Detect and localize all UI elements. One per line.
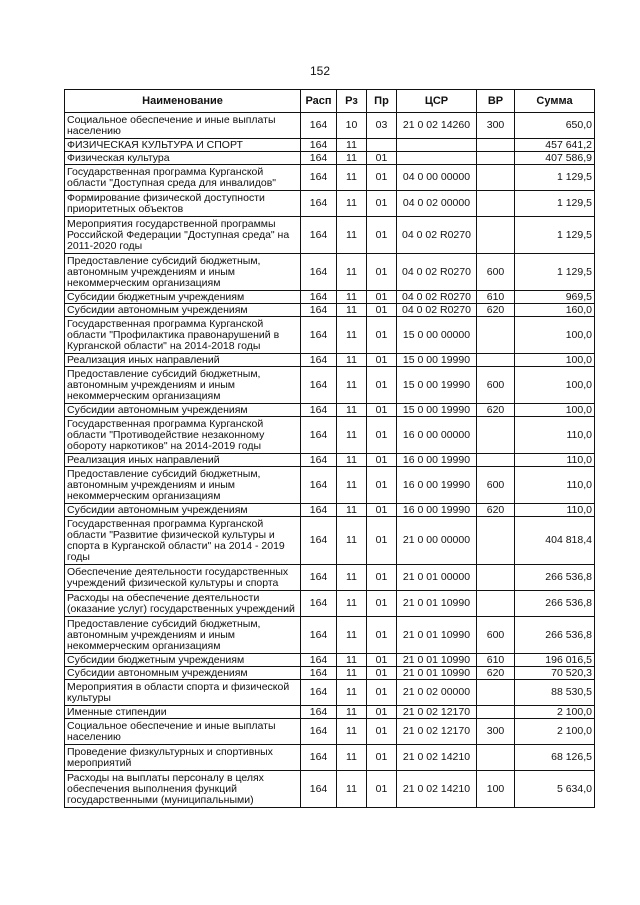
cell-vr	[477, 454, 515, 467]
cell-rasp: 164	[301, 454, 337, 467]
cell-sum: 407 586,9	[515, 152, 595, 165]
header-name: Наименование	[65, 90, 301, 113]
cell-rz: 11	[337, 304, 367, 317]
cell-sum: 1 129,5	[515, 254, 595, 291]
cell-vr: 600	[477, 467, 515, 504]
cell-csr: 04 0 00 00000	[397, 165, 477, 191]
cell-pr: 01	[367, 517, 397, 565]
table-row	[65, 591, 595, 617]
cell-pr	[367, 139, 397, 152]
cell-name: Предоставление субсидий бюджетным, автономным учреждениям и иным некоммерческим организациям	[65, 617, 301, 654]
cell-rz: 11	[337, 680, 367, 706]
cell-vr	[477, 706, 515, 719]
cell-sum: 110,0	[515, 454, 595, 467]
cell-name: Реализация иных направлений	[65, 354, 301, 367]
cell-rasp: 164	[301, 417, 337, 454]
cell-csr: 21 0 01 10990	[397, 654, 477, 667]
cell-sum: 266 536,8	[515, 617, 595, 654]
cell-csr: 21 0 02 12170	[397, 719, 477, 745]
cell-sum: 969,5	[515, 291, 595, 304]
table-row	[65, 517, 595, 565]
cell-name: Предоставление субсидий бюджетным, автономным учреждениям и иным некоммерческим организациям	[65, 367, 301, 404]
cell-pr: 01	[367, 667, 397, 680]
cell-rz: 11	[337, 291, 367, 304]
cell-rz: 11	[337, 467, 367, 504]
cell-vr	[477, 317, 515, 354]
cell-sum: 1 129,5	[515, 165, 595, 191]
cell-rasp: 164	[301, 113, 337, 139]
table-row	[65, 504, 595, 517]
header-vr: ВР	[477, 90, 515, 113]
cell-name: Субсидии бюджетным учреждениям	[65, 654, 301, 667]
cell-name: Мероприятия в области спорта и физической культуры	[65, 680, 301, 706]
cell-name: Формирование физической доступности приоритетных объектов	[65, 191, 301, 217]
cell-name: Социальное обеспечение и иные выплаты населению	[65, 113, 301, 139]
cell-rasp: 164	[301, 317, 337, 354]
cell-csr: 16 0 00 19990	[397, 504, 477, 517]
cell-pr: 01	[367, 165, 397, 191]
cell-csr: 21 0 02 14210	[397, 745, 477, 771]
cell-vr	[477, 517, 515, 565]
cell-pr: 01	[367, 745, 397, 771]
cell-pr: 01	[367, 404, 397, 417]
cell-sum: 100,0	[515, 317, 595, 354]
cell-sum: 404 818,4	[515, 517, 595, 565]
cell-name: Государственная программа Курганской области "Развитие физической культуры и спорта в Курганской области" на 2014 - 2019 годы	[65, 517, 301, 565]
table-row	[65, 165, 595, 191]
cell-csr: 15 0 00 00000	[397, 317, 477, 354]
header-sum: Сумма	[515, 90, 595, 113]
cell-pr: 01	[367, 317, 397, 354]
cell-rz: 11	[337, 367, 367, 404]
cell-pr: 01	[367, 565, 397, 591]
cell-rz: 10	[337, 113, 367, 139]
cell-name: Предоставление субсидий бюджетным, автономным учреждениям и иным некоммерческим организациям	[65, 254, 301, 291]
cell-csr: 21 0 01 00000	[397, 565, 477, 591]
cell-csr: 04 0 02 00000	[397, 191, 477, 217]
table-row	[65, 680, 595, 706]
cell-rasp: 164	[301, 504, 337, 517]
cell-vr: 620	[477, 667, 515, 680]
cell-name: Именные стипендии	[65, 706, 301, 719]
cell-rz: 11	[337, 565, 367, 591]
cell-sum: 100,0	[515, 367, 595, 404]
cell-vr	[477, 152, 515, 165]
cell-name: Субсидии автономным учреждениям	[65, 404, 301, 417]
cell-sum: 266 536,8	[515, 565, 595, 591]
cell-vr: 100	[477, 771, 515, 808]
cell-vr	[477, 680, 515, 706]
cell-rz: 11	[337, 191, 367, 217]
cell-name: Государственная программа Курганской области "Профилактика правонарушений в Курганской области" на 2014-2018 годы	[65, 317, 301, 354]
cell-csr: 15 0 00 19990	[397, 367, 477, 404]
cell-rz: 11	[337, 139, 367, 152]
cell-csr: 21 0 01 10990	[397, 591, 477, 617]
cell-sum: 650,0	[515, 113, 595, 139]
cell-rz: 11	[337, 254, 367, 291]
cell-name: Мероприятия государственной программы Российской Федерации "Доступная среда" на 2011-2020 годы	[65, 217, 301, 254]
table-row	[65, 367, 595, 404]
cell-rasp: 164	[301, 680, 337, 706]
cell-csr: 21 0 01 10990	[397, 667, 477, 680]
cell-vr: 610	[477, 291, 515, 304]
header-csr: ЦСР	[397, 90, 477, 113]
table-row	[65, 254, 595, 291]
cell-pr: 01	[367, 654, 397, 667]
cell-vr	[477, 165, 515, 191]
cell-vr	[477, 217, 515, 254]
cell-sum: 1 129,5	[515, 191, 595, 217]
cell-rasp: 164	[301, 217, 337, 254]
cell-pr: 03	[367, 113, 397, 139]
cell-name: Субсидии бюджетным учреждениям	[65, 291, 301, 304]
cell-pr: 01	[367, 454, 397, 467]
header-pr: Пр	[367, 90, 397, 113]
cell-name: Субсидии автономным учреждениям	[65, 667, 301, 680]
cell-rz: 11	[337, 417, 367, 454]
cell-pr: 01	[367, 217, 397, 254]
page-number: 152	[309, 64, 331, 78]
table-row	[65, 467, 595, 504]
cell-pr: 01	[367, 719, 397, 745]
cell-rasp: 164	[301, 354, 337, 367]
table-row	[65, 354, 595, 367]
cell-vr	[477, 745, 515, 771]
cell-rasp: 164	[301, 517, 337, 565]
cell-vr	[477, 591, 515, 617]
cell-name: Субсидии автономным учреждениям	[65, 504, 301, 517]
cell-rz: 11	[337, 706, 367, 719]
cell-rz: 11	[337, 667, 367, 680]
cell-sum: 70 520,3	[515, 667, 595, 680]
cell-vr: 620	[477, 304, 515, 317]
cell-sum: 110,0	[515, 504, 595, 517]
table-row	[65, 565, 595, 591]
table-row	[65, 617, 595, 654]
table-row	[65, 304, 595, 317]
cell-rasp: 164	[301, 706, 337, 719]
cell-vr: 300	[477, 719, 515, 745]
cell-csr: 21 0 02 14260	[397, 113, 477, 139]
table-row	[65, 291, 595, 304]
cell-vr	[477, 354, 515, 367]
cell-pr: 01	[367, 304, 397, 317]
cell-rasp: 164	[301, 254, 337, 291]
cell-csr: 21 0 02 14210	[397, 771, 477, 808]
cell-vr	[477, 565, 515, 591]
cell-rz: 11	[337, 165, 367, 191]
table-row	[65, 654, 595, 667]
cell-vr: 620	[477, 404, 515, 417]
cell-rz: 11	[337, 745, 367, 771]
cell-sum: 5 634,0	[515, 771, 595, 808]
cell-vr	[477, 417, 515, 454]
cell-pr: 01	[367, 191, 397, 217]
cell-pr: 01	[367, 680, 397, 706]
table-row	[65, 139, 595, 152]
cell-sum: 100,0	[515, 404, 595, 417]
cell-rasp: 164	[301, 152, 337, 165]
table-row	[65, 152, 595, 165]
cell-sum: 100,0	[515, 354, 595, 367]
budget-table	[64, 89, 595, 808]
cell-sum: 88 530,5	[515, 680, 595, 706]
table-row	[65, 217, 595, 254]
cell-rz: 11	[337, 517, 367, 565]
table-row	[65, 706, 595, 719]
cell-name: Предоставление субсидий бюджетным, автономным учреждениям и иным некоммерческим организациям	[65, 467, 301, 504]
header-rz: Рз	[337, 90, 367, 113]
cell-sum: 2 100,0	[515, 719, 595, 745]
cell-rasp: 164	[301, 467, 337, 504]
cell-csr: 21 0 02 00000	[397, 680, 477, 706]
cell-csr	[397, 152, 477, 165]
table-row	[65, 191, 595, 217]
cell-rz: 11	[337, 719, 367, 745]
cell-rz: 11	[337, 454, 367, 467]
cell-rz: 11	[337, 217, 367, 254]
cell-rasp: 164	[301, 617, 337, 654]
cell-sum: 160,0	[515, 304, 595, 317]
cell-name: Обеспечение деятельности государственных учреждений физической культуры и спорта	[65, 565, 301, 591]
header-rasp: Расп	[301, 90, 337, 113]
cell-vr: 300	[477, 113, 515, 139]
cell-rz: 11	[337, 404, 367, 417]
cell-csr: 21 0 00 00000	[397, 517, 477, 565]
table-row	[65, 113, 595, 139]
table-row	[65, 667, 595, 680]
cell-name: Государственная программа Курганской области "Противодействие незаконному обороту наркотиков" на 2014-2019 годы	[65, 417, 301, 454]
cell-csr: 04 0 02 R0270	[397, 291, 477, 304]
cell-rasp: 164	[301, 404, 337, 417]
cell-csr: 16 0 00 19990	[397, 467, 477, 504]
cell-vr: 620	[477, 504, 515, 517]
cell-vr: 600	[477, 367, 515, 404]
cell-name: Реализация иных направлений	[65, 454, 301, 467]
cell-csr: 16 0 00 19990	[397, 454, 477, 467]
cell-sum: 68 126,5	[515, 745, 595, 771]
cell-csr: 04 0 02 R0270	[397, 217, 477, 254]
cell-rz: 11	[337, 591, 367, 617]
cell-rasp: 164	[301, 139, 337, 152]
table-row	[65, 404, 595, 417]
cell-rasp: 164	[301, 719, 337, 745]
table-row	[65, 719, 595, 745]
cell-sum: 457 641,2	[515, 139, 595, 152]
table-row	[65, 745, 595, 771]
cell-rasp: 164	[301, 745, 337, 771]
cell-pr: 01	[367, 591, 397, 617]
cell-rasp: 164	[301, 304, 337, 317]
cell-name: Социальное обеспечение и иные выплаты населению	[65, 719, 301, 745]
cell-pr: 01	[367, 467, 397, 504]
cell-vr: 600	[477, 617, 515, 654]
cell-rasp: 164	[301, 771, 337, 808]
cell-rasp: 164	[301, 565, 337, 591]
cell-pr: 01	[367, 152, 397, 165]
cell-pr: 01	[367, 354, 397, 367]
cell-sum: 266 536,8	[515, 591, 595, 617]
cell-csr: 21 0 02 12170	[397, 706, 477, 719]
cell-rz: 11	[337, 771, 367, 808]
cell-csr: 15 0 00 19990	[397, 354, 477, 367]
cell-pr: 01	[367, 417, 397, 454]
cell-rz: 11	[337, 152, 367, 165]
cell-name: Расходы на обеспечение деятельности (оказание услуг) государственных учреждений	[65, 591, 301, 617]
cell-vr: 610	[477, 654, 515, 667]
cell-vr	[477, 191, 515, 217]
cell-pr: 01	[367, 617, 397, 654]
cell-name: Государственная программа Курганской области "Доступная среда для инвалидов"	[65, 165, 301, 191]
table-row	[65, 771, 595, 808]
cell-pr: 01	[367, 367, 397, 404]
cell-rasp: 164	[301, 654, 337, 667]
cell-sum: 110,0	[515, 467, 595, 504]
table-header-row	[65, 90, 595, 113]
cell-rasp: 164	[301, 367, 337, 404]
cell-rz: 11	[337, 654, 367, 667]
table-body	[65, 113, 595, 808]
cell-rasp: 164	[301, 291, 337, 304]
cell-rasp: 164	[301, 191, 337, 217]
cell-rasp: 164	[301, 667, 337, 680]
cell-rz: 11	[337, 617, 367, 654]
cell-rasp: 164	[301, 165, 337, 191]
cell-vr: 600	[477, 254, 515, 291]
cell-pr: 01	[367, 504, 397, 517]
cell-sum: 1 129,5	[515, 217, 595, 254]
cell-sum: 196 016,5	[515, 654, 595, 667]
cell-pr: 01	[367, 771, 397, 808]
cell-csr: 16 0 00 00000	[397, 417, 477, 454]
table-row	[65, 454, 595, 467]
cell-pr: 01	[367, 291, 397, 304]
table-row	[65, 317, 595, 354]
cell-name: Проведение физкультурных и спортивных мероприятий	[65, 745, 301, 771]
cell-rasp: 164	[301, 591, 337, 617]
cell-csr: 15 0 00 19990	[397, 404, 477, 417]
cell-sum: 2 100,0	[515, 706, 595, 719]
cell-name: ФИЗИЧЕСКАЯ КУЛЬТУРА И СПОРТ	[65, 139, 301, 152]
cell-csr	[397, 139, 477, 152]
cell-name: Физическая культура	[65, 152, 301, 165]
cell-pr: 01	[367, 706, 397, 719]
cell-csr: 21 0 01 10990	[397, 617, 477, 654]
cell-rz: 11	[337, 354, 367, 367]
cell-rz: 11	[337, 317, 367, 354]
cell-vr	[477, 139, 515, 152]
cell-csr: 04 0 02 R0270	[397, 304, 477, 317]
cell-rz: 11	[337, 504, 367, 517]
table-row	[65, 417, 595, 454]
cell-sum: 110,0	[515, 417, 595, 454]
cell-csr: 04 0 02 R0270	[397, 254, 477, 291]
cell-name: Расходы на выплаты персоналу в целях обеспечения выполнения функций государственными (муниципальными)	[65, 771, 301, 808]
cell-name: Субсидии автономным учреждениям	[65, 304, 301, 317]
cell-pr: 01	[367, 254, 397, 291]
